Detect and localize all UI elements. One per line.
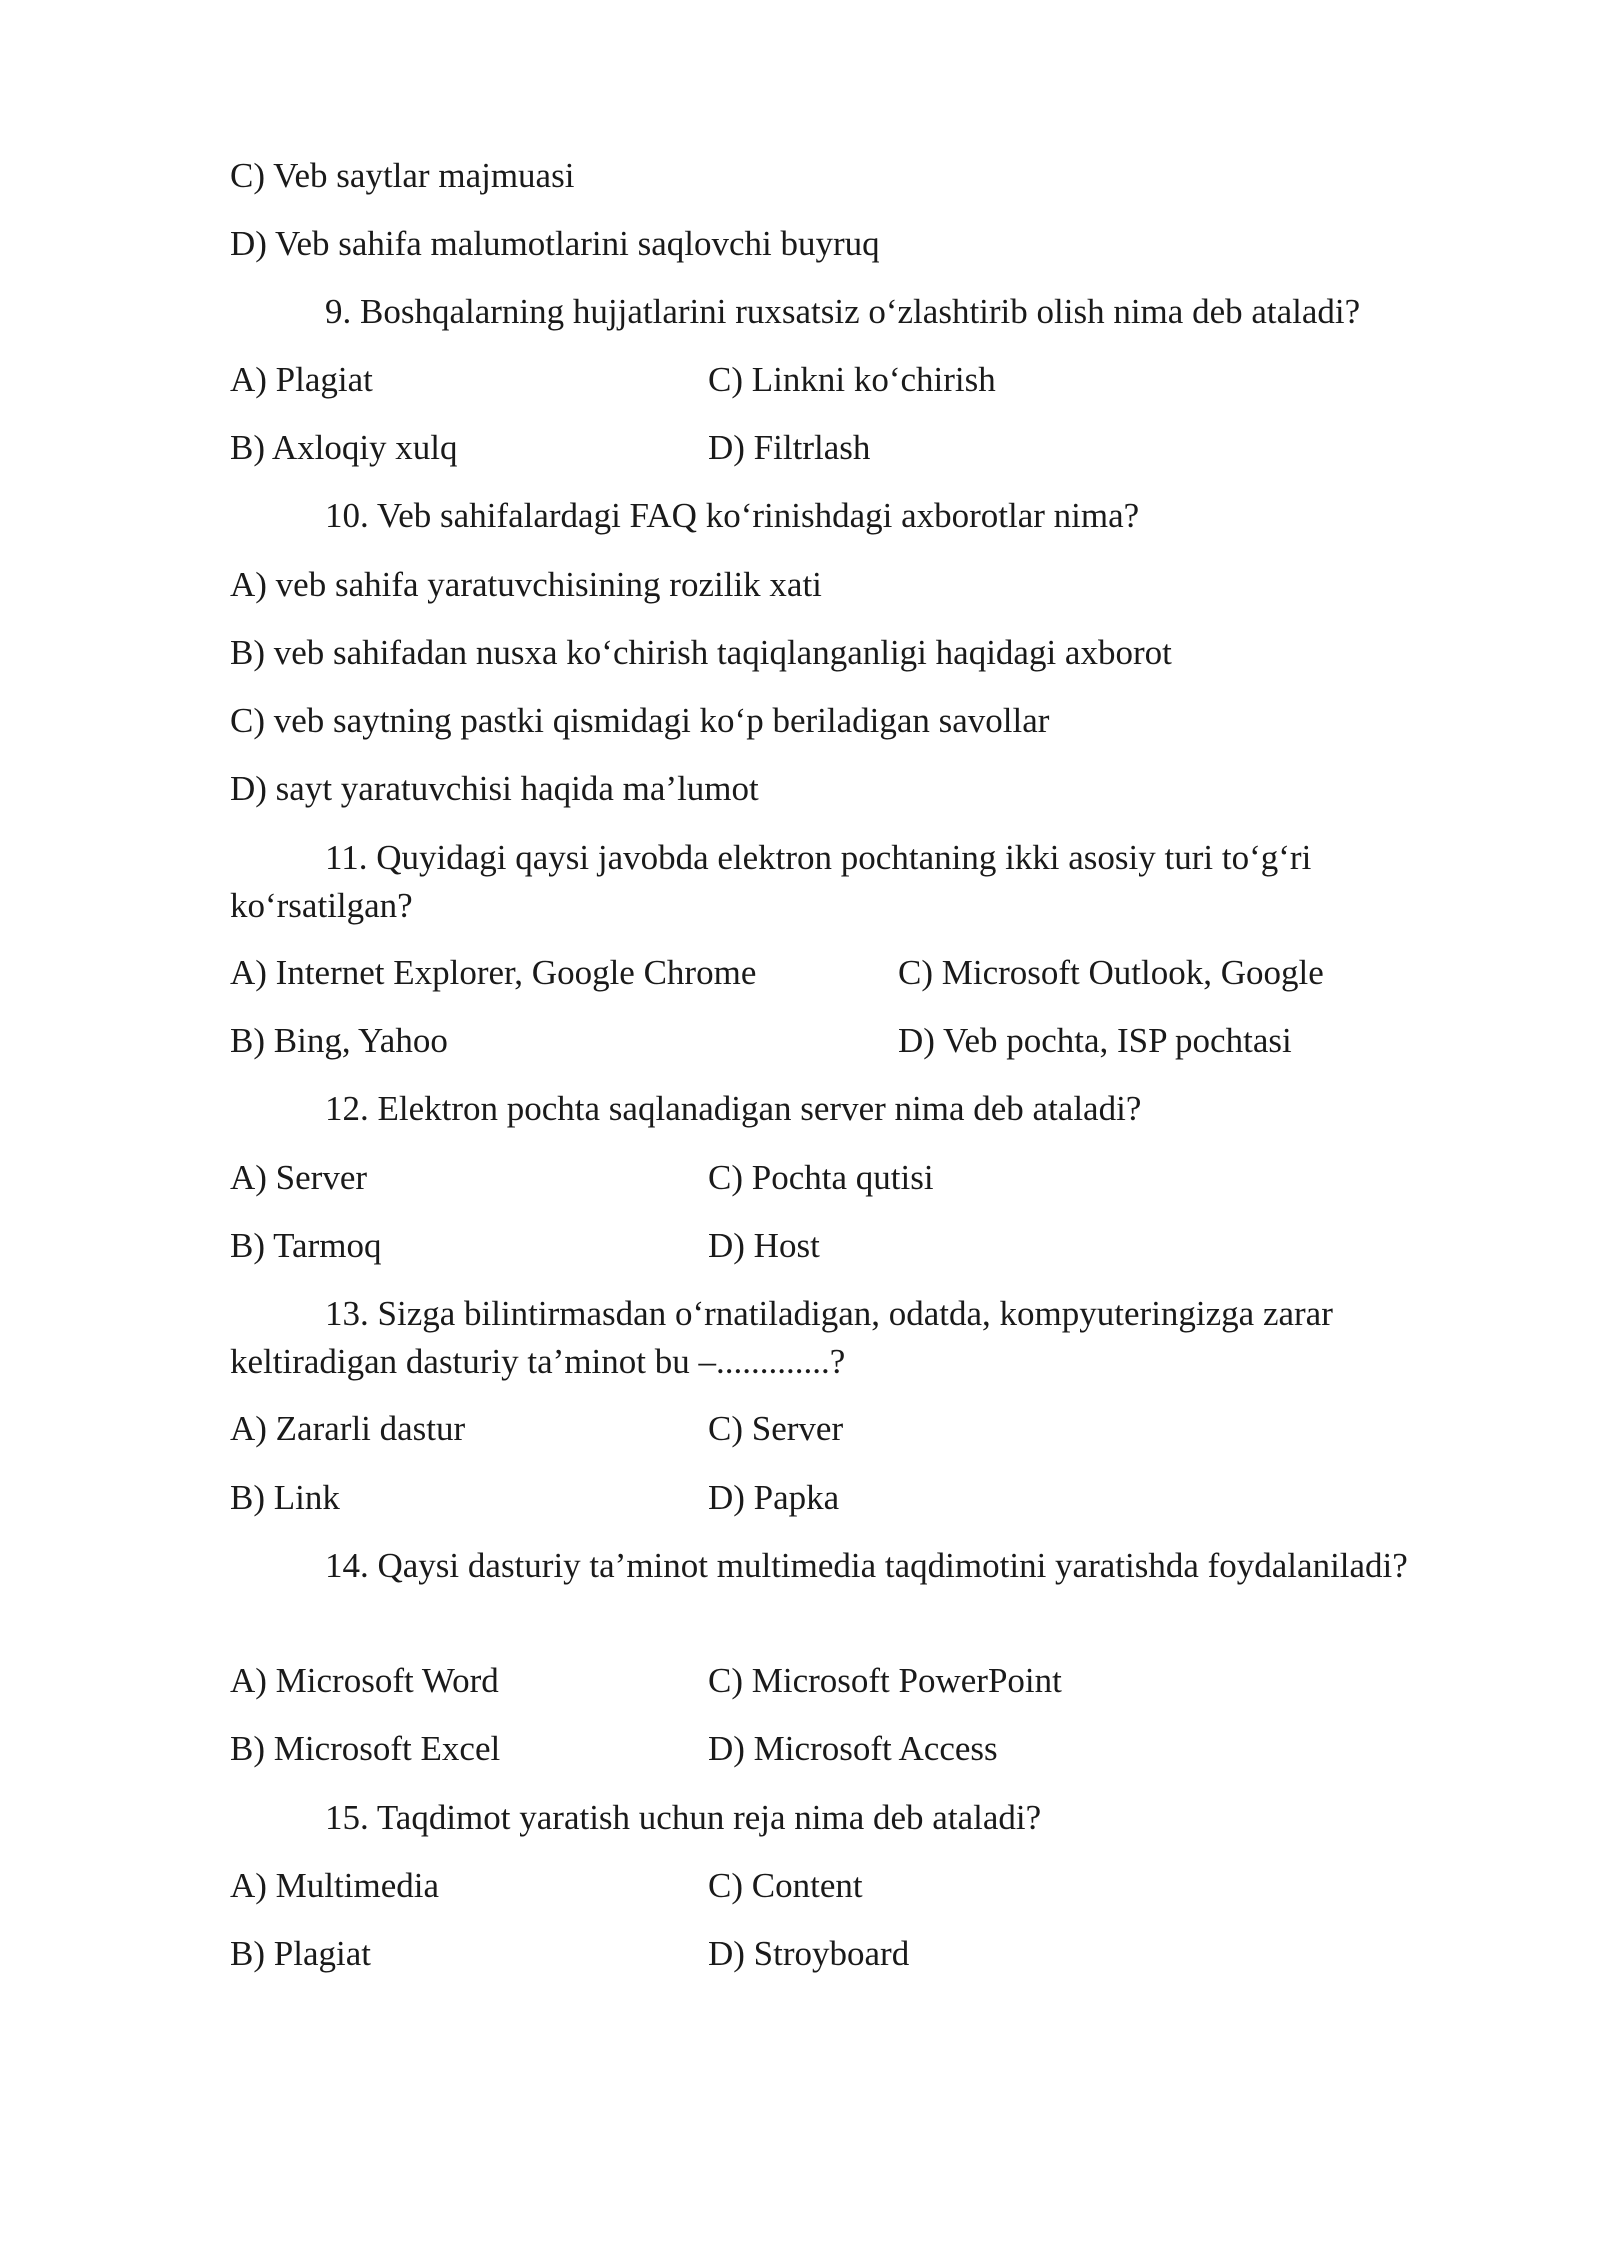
question-12-option-d: D) Host [708, 1226, 820, 1265]
question-12-option-c: C) Pochta qutisi [708, 1158, 934, 1197]
question-14-option-b: B) Microsoft Excel [230, 1729, 501, 1768]
question-13-option-c: C) Server [708, 1409, 844, 1448]
question-15-option-d: D) Stroyboard [708, 1934, 910, 1973]
question-10-option-d: D) sayt yaratuvchisi haqida ma’lumot [230, 769, 759, 808]
question-13-option-a: A) Zararli dastur [230, 1409, 466, 1448]
question-9-option-b: B) Axloqiy xulq [230, 428, 458, 467]
question-14-option-a: A) Microsoft Word [230, 1661, 499, 1700]
question-10-option-c: C) veb saytning pastki qismidagi ko‘p beriladigan savollar [230, 701, 1050, 740]
question-14-text: 14. Qaysi dasturiy ta’minot multimedia taqdimotini yaratishda foydalaniladi? [325, 1546, 1408, 1585]
question-11-text: 11. Quyidagi qaysi javobda elektron pochtaning ikki asosiy turi to‘g‘ri ko‘rsatilgan? [230, 838, 1312, 925]
carryover-option-d: D) Veb sahifa malumotlarini saqlovchi buyruq [230, 224, 880, 263]
question-12-option-b: B) Tarmoq [230, 1226, 382, 1265]
question-9-option-d: D) Filtrlash [708, 428, 871, 467]
question-9-option-c: C) Linkni ko‘chirish [708, 360, 996, 399]
question-10-option-b: B) veb sahifadan nusxa ko‘chirish taqiqlanganligi haqidagi axborot [230, 633, 1172, 672]
question-9-option-a: A) Plagiat [230, 360, 373, 399]
question-14-option-c: C) Microsoft PowerPoint [708, 1661, 1062, 1700]
question-15-text: 15. Taqdimot yaratish uchun reja nima deb ataladi? [325, 1798, 1042, 1837]
question-12-option-a: A) Server [230, 1158, 368, 1197]
question-12-text: 12. Elektron pochta saqlanadigan server nima deb ataladi? [325, 1089, 1142, 1128]
question-15-option-a: A) Multimedia [230, 1866, 439, 1905]
question-11-option-c: C) Microsoft Outlook, Google [898, 953, 1324, 992]
question-14-option-d: D) Microsoft Access [708, 1729, 998, 1768]
question-15-option-c: C) Content [708, 1866, 863, 1905]
question-13-option-d: D) Papka [708, 1478, 840, 1517]
question-15-option-b: B) Plagiat [230, 1934, 371, 1973]
question-10-option-a: A) veb sahifa yaratuvchisining rozilik xati [230, 565, 822, 604]
question-9-text: 9. Boshqalarning hujjatlarini ruxsatsiz o‘zlashtirib olish nima deb ataladi? [325, 292, 1361, 331]
question-13-text: 13. Sizga bilintirmasdan o‘rnatiladigan, odatda, kompyuteringizga zarar keltiradigan dasturiy ta’minot bu –.............? [230, 1294, 1333, 1381]
question-11-option-d: D) Veb pochta, ISP pochtasi [898, 1021, 1292, 1060]
question-11-option-a: A) Internet Explorer, Google Chrome [230, 953, 757, 992]
question-11-option-b: B) Bing, Yahoo [230, 1021, 448, 1060]
question-10-text: 10. Veb sahifalardagi FAQ ko‘rinishdagi axborotlar nima? [325, 496, 1140, 535]
carryover-option-c: C) Veb saytlar majmuasi [230, 156, 575, 195]
question-13-option-b: B) Link [230, 1478, 340, 1517]
